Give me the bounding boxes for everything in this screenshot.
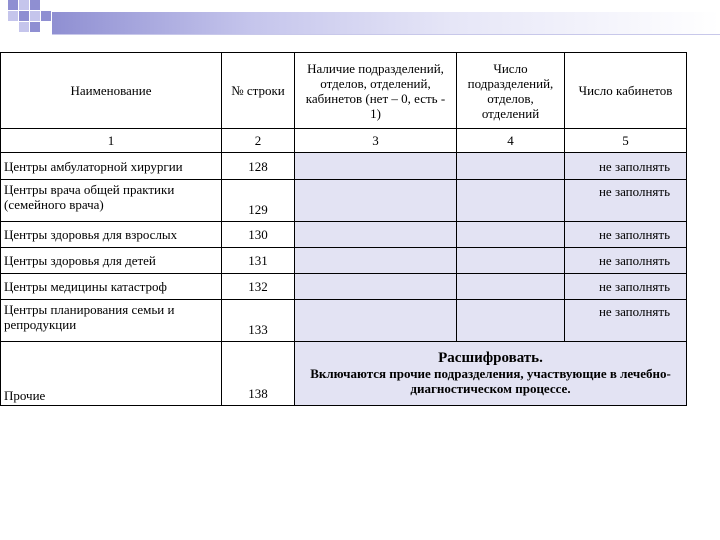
input-cell[interactable] (295, 300, 457, 342)
deco-square (30, 22, 40, 32)
header-name: Наименование (1, 53, 222, 129)
input-cell[interactable] (295, 222, 457, 248)
header-rooms: Число кабинетов (565, 53, 687, 129)
not-fill-cell: не заполнять (565, 153, 687, 180)
note-title: Расшифровать. (438, 350, 543, 366)
input-cell[interactable] (295, 153, 457, 180)
deco-square (8, 11, 18, 21)
col-number: 4 (457, 129, 565, 153)
not-fill-cell: не заполнять (565, 222, 687, 248)
deco-square (30, 0, 40, 10)
input-cell[interactable] (457, 180, 565, 222)
row-code: 128 (222, 153, 295, 180)
title-bar (52, 12, 720, 34)
row-name: Центры амбулаторной хирургии (1, 153, 222, 180)
header-row-no: № строки (222, 53, 295, 129)
report-table (0, 52, 687, 406)
row-name: Центры здоровья для взрослых (1, 222, 222, 248)
title-underline (52, 34, 720, 35)
table-row (1, 180, 687, 222)
row-name: Центры здоровья для детей (1, 248, 222, 274)
table-row (1, 300, 687, 342)
deco-square (41, 11, 51, 21)
table-row (1, 222, 687, 248)
deco-square (19, 22, 29, 32)
col-number: 1 (1, 129, 222, 153)
input-cell[interactable] (457, 153, 565, 180)
input-cell[interactable] (457, 222, 565, 248)
table-row (1, 248, 687, 274)
input-cell[interactable] (295, 274, 457, 300)
not-fill-cell: не заполнять (565, 180, 687, 222)
input-cell[interactable] (457, 300, 565, 342)
row-code: 133 (222, 300, 295, 342)
input-cell[interactable] (295, 180, 457, 222)
not-fill-cell: не заполнять (565, 248, 687, 274)
row-code: 129 (222, 180, 295, 222)
row-code: 132 (222, 274, 295, 300)
deco-square (19, 0, 29, 10)
deco-square (19, 11, 29, 21)
not-fill-cell: не заполнять (565, 300, 687, 342)
row-name: Центры врача общей практики (семейного врача) (1, 180, 222, 222)
column-numbers-row (1, 129, 687, 153)
input-cell[interactable] (457, 274, 565, 300)
row-code: 130 (222, 222, 295, 248)
col-number: 5 (565, 129, 687, 153)
row-code: 131 (222, 248, 295, 274)
table-row (1, 342, 687, 406)
header-count: Число подразделений, отделов, отделений (457, 53, 565, 129)
table-row (1, 153, 687, 180)
table-row (1, 274, 687, 300)
col-number: 3 (295, 129, 457, 153)
deco-square (30, 11, 40, 21)
header-row (1, 53, 687, 129)
row-name: Центры медицины катастроф (1, 274, 222, 300)
input-cell[interactable] (295, 248, 457, 274)
header-decoration (0, 0, 720, 50)
row-code: 138 (222, 342, 295, 406)
decipher-note[interactable] (295, 342, 687, 406)
col-number: 2 (222, 129, 295, 153)
header-presence: Наличие подразделений, отделов, отделений, кабинетов (нет – 0, есть - 1) (295, 53, 457, 129)
row-name: Прочие (1, 342, 222, 406)
not-fill-cell: не заполнять (565, 274, 687, 300)
row-name: Центры планирования семьи и репродукции (1, 300, 222, 342)
deco-square (8, 0, 18, 10)
input-cell[interactable] (457, 248, 565, 274)
note-text: Включаются прочие подразделения, участвующие в лечебно-диагностическом процессе. (310, 366, 671, 396)
